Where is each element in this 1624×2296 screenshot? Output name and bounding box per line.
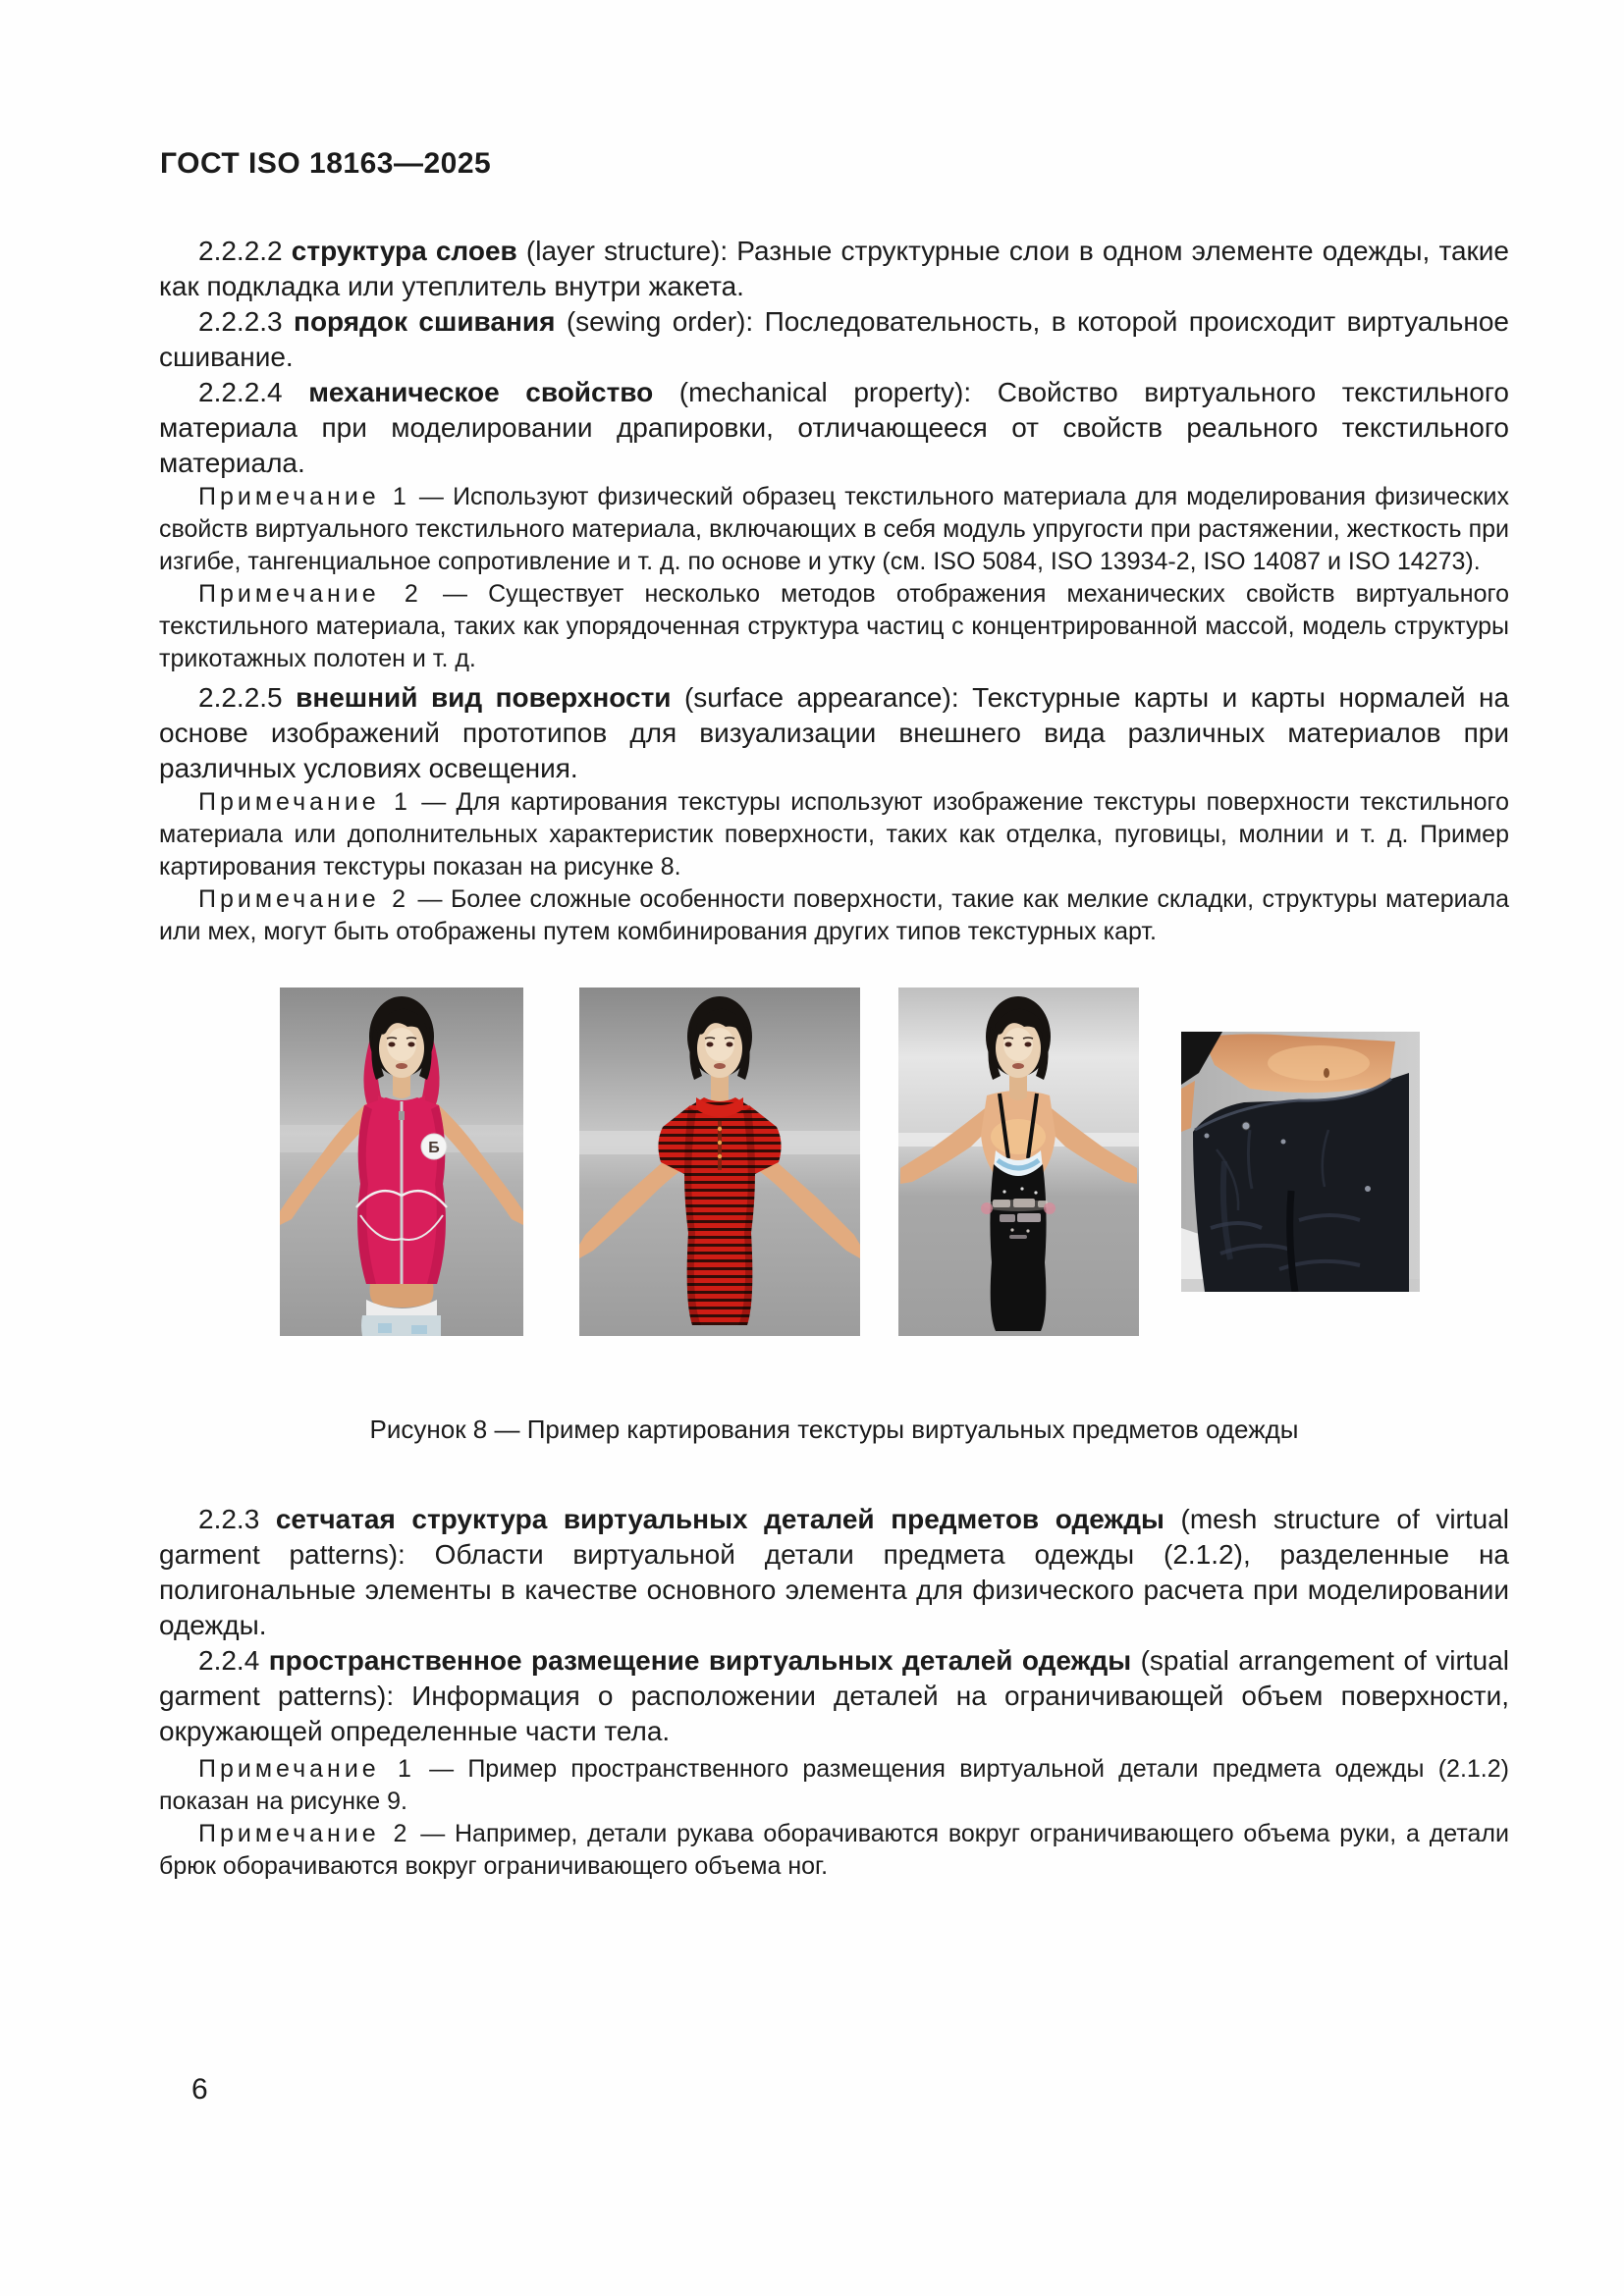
avatar-red-striped-tee-image [579,988,860,1336]
note-2-mechanical: Примечание 2 — Существует несколько методов отображения механических свойств виртуального текстильного материала, таких как упорядоченная структура частиц с концентрированной массой, модель структуры трикотажных полотен и т. д. [159,580,1509,672]
term-2-2-4: 2.2.4 пространственное размещение виртуальных деталей одежды (spatial arrangement of virtual garment patterns): Информация о расположении деталей на ограничивающей объем поверхности, окружающей определенные части тела. [159,1645,1509,1746]
note-1-spatial: Примечание 1 — Пример пространственного размещения виртуальной детали предмета одежды (2.1.2) показан на рисунке 9. [159,1755,1509,1815]
svg-text:Б: Б [428,1140,440,1156]
note-2-spatial: Примечание 2 — Например, детали рукава оборачиваются вокруг ограничивающего объема руки, а детали брюк оборачиваются вокруг ограничивающего объема ног. [159,1820,1509,1880]
document-header: ГОСТ ISO 18163—2025 [160,147,492,180]
figure8-image-row [159,988,1509,1353]
document-content [159,234,1509,1883]
term-2-2-2-4: 2.2.2.4 механическое свойство (mechanical property): Свойство виртуального текстильного материала при моделировании драпировки, отличающееся от свойств реального текстильного материала. [159,377,1509,478]
jeans-texture-closeup-image [1181,1032,1420,1292]
term-2-2-2-5: 2.2.2.5 внешний вид поверхности (surface appearance): Текстурные карты и карты нормалей на основе изображений прототипов для визуализации внешнего вида различных материалов при различных условиях освещения. [159,682,1510,783]
term-2-2-3: 2.2.3 сетчатая структура виртуальных деталей предметов одежды (mesh structure of virtual garment patterns): Области виртуальной детали предмета одежды (2.1.2), разделенные на полигональные элементы в качестве основного элемента для физического расчета при моделировании одежды. [159,1504,1510,1640]
terms-section-before-figure [159,234,1509,948]
note-2-surface: Примечание 2 — Более сложные особенности поверхности, такие как мелкие складки, структуры материала или мех, могут быть отображены путем комбинирования других типов текстурных карт. [159,885,1509,945]
note-1-surface: Примечание 1 — Для картирования текстуры используют изображение текстуры поверхности текстильного материала или дополнительных характеристик поверхности, таких как отделка, пуговицы, молнии и т. д. Пример картирования текстуры показан на рисунке 8. [159,788,1509,881]
terms-section-after-figure [159,1502,1509,1883]
term-2-2-2-2: 2.2.2.2 структура слоев (layer structure): Разные структурные слои в одном элементе одежды, такие как подкладка или утеплитель внутри жакета. [159,236,1509,301]
note-1-mechanical: Примечание 1 — Используют физический образец текстильного материала для моделирования физических свойств виртуального текстильного материала, включающих в себя модуль упругости при растяжении, жесткость при изгибе, тангенциальное сопротивление и т. д. по основе и утку (см. ISO 5084, ISO 13934-2, ISO 14087 и ISO 14273). [159,483,1509,575]
avatar-black-camisole-image [898,988,1139,1336]
term-2-2-2-3: 2.2.2.3 порядок сшивания (sewing order): Последовательность, в которой происходит виртуальное сшивание. [159,306,1509,372]
figure8-caption: Рисунок 8 — Пример картирования текстуры виртуальных предметов одежды [369,1415,1299,1444]
page-number: 6 [191,2073,208,2106]
avatar-pink-hooded-vest-image [280,988,523,1336]
